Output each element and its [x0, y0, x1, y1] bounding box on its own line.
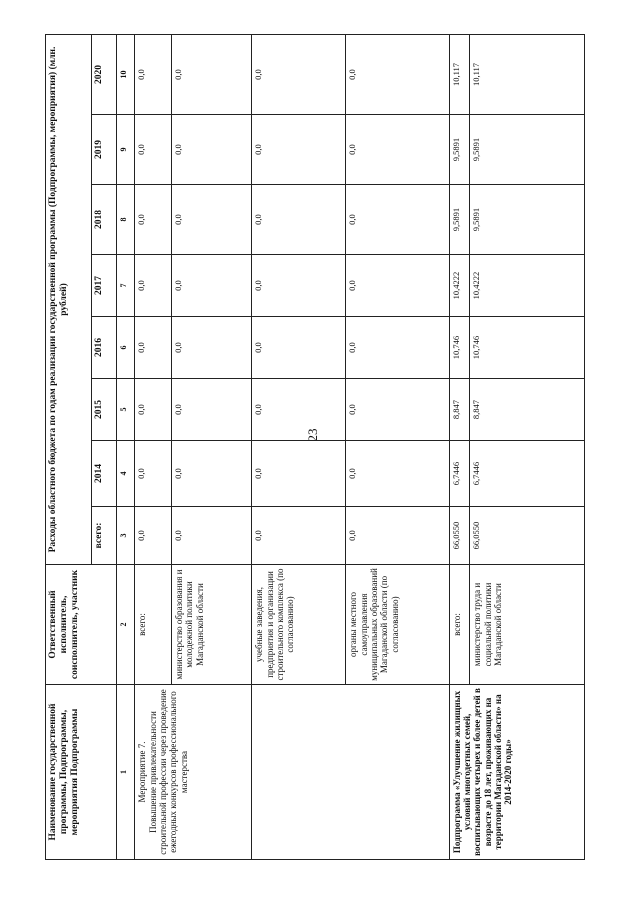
value-cell: 0,0 — [346, 255, 449, 317]
value-cell: 0,0 — [172, 507, 252, 565]
header-name: Наименование государственной программы, Подпрограммы, мероприятия Подпрограммы — [46, 685, 117, 860]
participant-cell: министерство образования и молодежной политики Магаданской области — [172, 565, 252, 685]
value-cell: 0,0 — [346, 441, 449, 507]
header-year: 2016 — [91, 317, 116, 379]
header-year: 2015 — [91, 379, 116, 441]
value-cell: 9,5891 — [449, 185, 470, 255]
index-cell: 8 — [117, 185, 135, 255]
budget-table — [45, 34, 585, 860]
header-expenses: Расходы областного бюджета по годам реализации государственной программы (Подпрограммы, мероприятия) (млн. рублей) — [46, 35, 92, 565]
value-cell: 0,0 — [346, 379, 449, 441]
value-cell: 0,0 — [346, 35, 449, 115]
index-cell: 3 — [117, 507, 135, 565]
value-cell: 0,0 — [135, 115, 172, 185]
value-cell: 0,0 — [172, 441, 252, 507]
value-cell: 10,117 — [470, 35, 585, 115]
value-cell: 0,0 — [135, 185, 172, 255]
value-cell: 10,4222 — [449, 255, 470, 317]
table-row — [449, 35, 470, 860]
value-cell: 0,0 — [252, 317, 346, 379]
value-cell: 8,847 — [449, 379, 470, 441]
value-cell: 0,0 — [172, 35, 252, 115]
value-cell: 0,0 — [172, 255, 252, 317]
header-year: 2019 — [91, 115, 116, 185]
value-cell: 10,746 — [470, 317, 585, 379]
table-row — [252, 35, 346, 860]
participant-cell: всего: — [449, 565, 470, 685]
index-cell: 5 — [117, 379, 135, 441]
value-cell: 10,117 — [449, 35, 470, 115]
participant-cell: учебные заведения, предприятия и организации строительного комплекса (по согласованию) — [252, 565, 346, 685]
empty-name-cell — [252, 685, 449, 860]
page-number: 23 — [305, 428, 320, 442]
measure-7-desc: Повышение привлекательности строительной профессии через проведение ежегодных конкурсов профессионального мастерства — [147, 689, 189, 855]
value-cell: 0,0 — [252, 379, 346, 441]
header-participant: Ответственный исполнитель, соисполнитель, участник — [46, 565, 117, 685]
value-cell: 9,5891 — [470, 115, 585, 185]
value-cell: 9,5891 — [470, 185, 585, 255]
value-cell: 0,0 — [172, 379, 252, 441]
value-cell: 9,5891 — [449, 115, 470, 185]
header-year: 2014 — [91, 441, 116, 507]
header-row-1 — [46, 35, 92, 860]
value-cell: 0,0 — [135, 35, 172, 115]
value-cell: 0,0 — [252, 185, 346, 255]
index-row — [117, 35, 135, 860]
header-year: 2020 — [91, 35, 116, 115]
index-cell: 2 — [117, 565, 135, 685]
value-cell: 0,0 — [252, 115, 346, 185]
value-cell: 6,7446 — [449, 441, 470, 507]
value-cell: 0,0 — [252, 255, 346, 317]
value-cell: 0,0 — [252, 507, 346, 565]
index-cell: 9 — [117, 115, 135, 185]
value-cell: 0,0 — [172, 115, 252, 185]
value-cell: 0,0 — [135, 255, 172, 317]
measure-7-name — [135, 685, 252, 860]
index-cell: 6 — [117, 317, 135, 379]
value-cell: 10,746 — [449, 317, 470, 379]
value-cell: 0,0 — [135, 379, 172, 441]
value-cell: 66,0550 — [449, 507, 470, 565]
value-cell: 0,0 — [135, 317, 172, 379]
header-total: всего: — [91, 507, 116, 565]
value-cell: 0,0 — [346, 185, 449, 255]
value-cell: 8,847 — [470, 379, 585, 441]
measure-7-title: Мероприятие 7. — [137, 741, 148, 803]
participant-cell: министерство труда и социальной политики Магаданской области — [470, 565, 585, 685]
value-cell: 0,0 — [172, 185, 252, 255]
index-cell: 4 — [117, 441, 135, 507]
value-cell: 0,0 — [346, 507, 449, 565]
value-cell: 0,0 — [252, 35, 346, 115]
value-cell: 66,0550 — [470, 507, 585, 565]
value-cell: 0,0 — [346, 317, 449, 379]
participant-cell: органы местного самоуправления муниципальных образований Магаданской области (по согласованию) — [346, 565, 449, 685]
subprogram-name: Подпрограмма «Улучшение жилищных условий многодетных семей, воспитывающих четырех и более детей в возрасте до 18 лет, проживающих на территории Магаданской области» на 2014-2020 годы» — [449, 685, 584, 860]
table-row — [135, 35, 172, 860]
value-cell: 0,0 — [252, 441, 346, 507]
value-cell: 0,0 — [346, 115, 449, 185]
value-cell: 10,4222 — [470, 255, 585, 317]
participant-cell: всего: — [135, 565, 172, 685]
header-year: 2018 — [91, 185, 116, 255]
index-cell: 7 — [117, 255, 135, 317]
header-year: 2017 — [91, 255, 116, 317]
value-cell: 0,0 — [135, 507, 172, 565]
index-cell: 1 — [117, 685, 135, 860]
value-cell: 6,7446 — [470, 441, 585, 507]
index-cell: 10 — [117, 35, 135, 115]
value-cell: 0,0 — [135, 441, 172, 507]
value-cell: 0,0 — [172, 317, 252, 379]
rotated-table-wrapper — [45, 35, 585, 860]
